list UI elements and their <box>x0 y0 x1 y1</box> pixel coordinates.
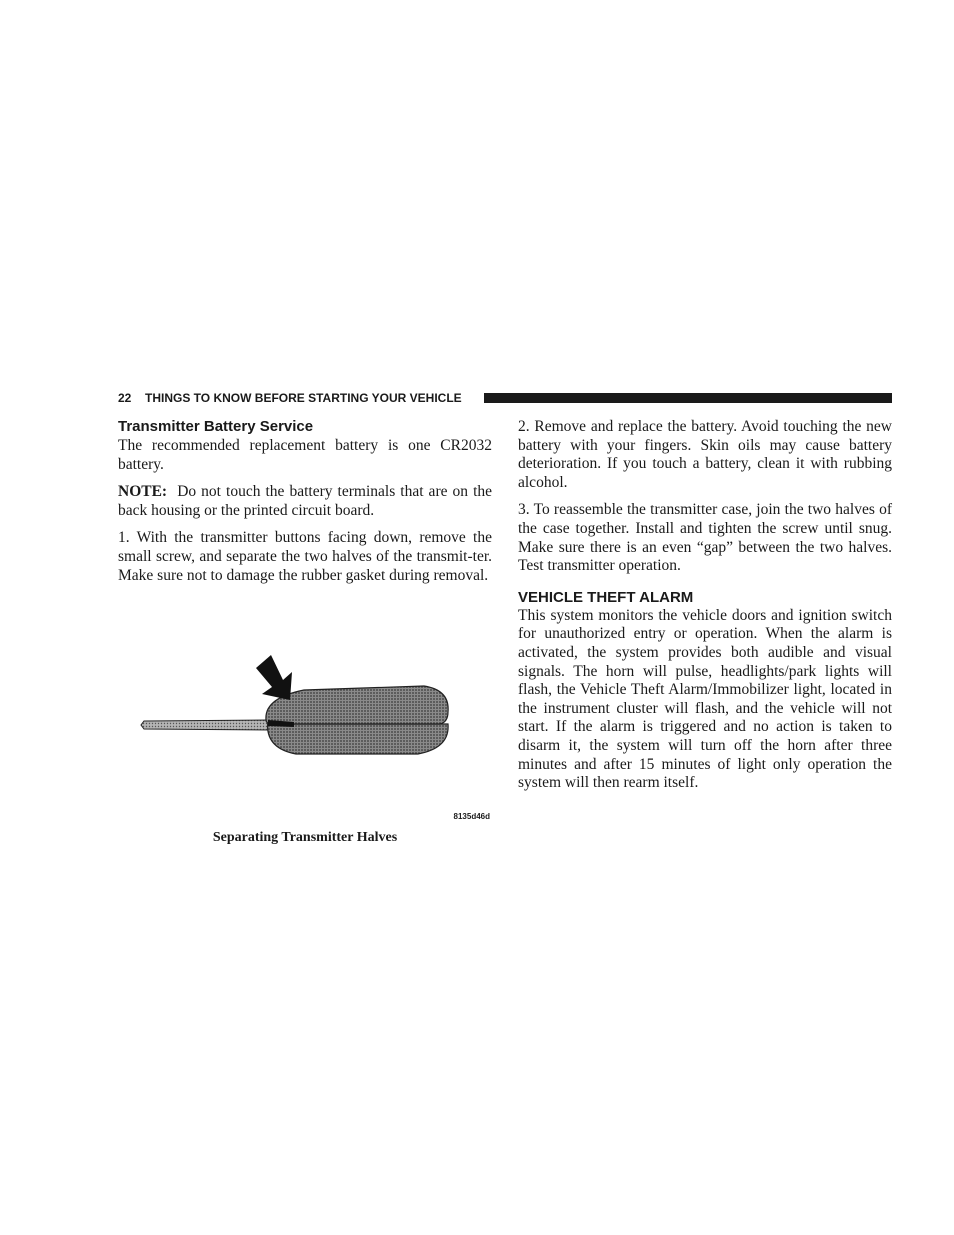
arrow-icon <box>256 655 292 700</box>
page-number: 22 <box>118 391 132 405</box>
figure-caption: Separating Transmitter Halves <box>212 830 398 845</box>
page-header <box>118 390 892 406</box>
transmitter-figure <box>118 650 492 830</box>
figure-code: 8135d46d <box>453 812 490 821</box>
step-2-paragraph: 2. Remove and replace the battery. Avoid touching the new battery with your fingers. Skin oils may cause battery deterioration. If you touch a battery, clean it with rubbing alcohol. <box>518 418 892 491</box>
note-label: NOTE: <box>118 483 168 501</box>
transmitter-illustration <box>118 650 492 810</box>
step-3-paragraph: 3. To reassemble the transmitter case, join the two halves of the case together. Install and tighten the screw until snug. Make sure there is an even “gap” between the two halves. Test transmitter operation. <box>518 501 892 575</box>
right-column <box>518 418 892 802</box>
transmitter-top-half <box>266 686 448 724</box>
note-text: Do not touch the battery terminals that are on the back housing or the printed circuit board. <box>118 483 493 519</box>
step-1-paragraph: 1. With the transmitter buttons facing down, remove the small screw, and separate the two halves of the transmit-ter. Make sure not to damage the rubber gasket during removal. <box>118 529 492 584</box>
section-title: THINGS TO KNOW BEFORE STARTING YOUR VEHICLE <box>145 391 462 405</box>
subsection-heading: Transmitter Battery Service <box>118 418 314 435</box>
note-paragraph <box>118 483 492 520</box>
key-blade <box>141 720 270 730</box>
intro-paragraph: The recommended replacement battery is one CR2032 battery. <box>118 437 492 473</box>
section-heading: VEHICLE THEFT ALARM <box>518 588 694 606</box>
header-rule <box>484 393 892 403</box>
theft-alarm-paragraph: This system monitors the vehicle doors and ignition switch for unauthorized entry or operation. When the alarm is activated, the system provides both audible and visual signals. The horn will pulse, headlights/park lights will flash, the Vehicle Theft Alarm/Immobilizer light, located in the instrument cluster will flash, and the vehicle will not start. If the alarm is triggered and no action is taken to disarm it, the system will turn off the horn after three minutes and after 15 minutes of light only operation the system will then rearm itself. <box>518 606 892 792</box>
transmitter-bottom-half <box>268 720 449 754</box>
left-column <box>118 418 492 594</box>
